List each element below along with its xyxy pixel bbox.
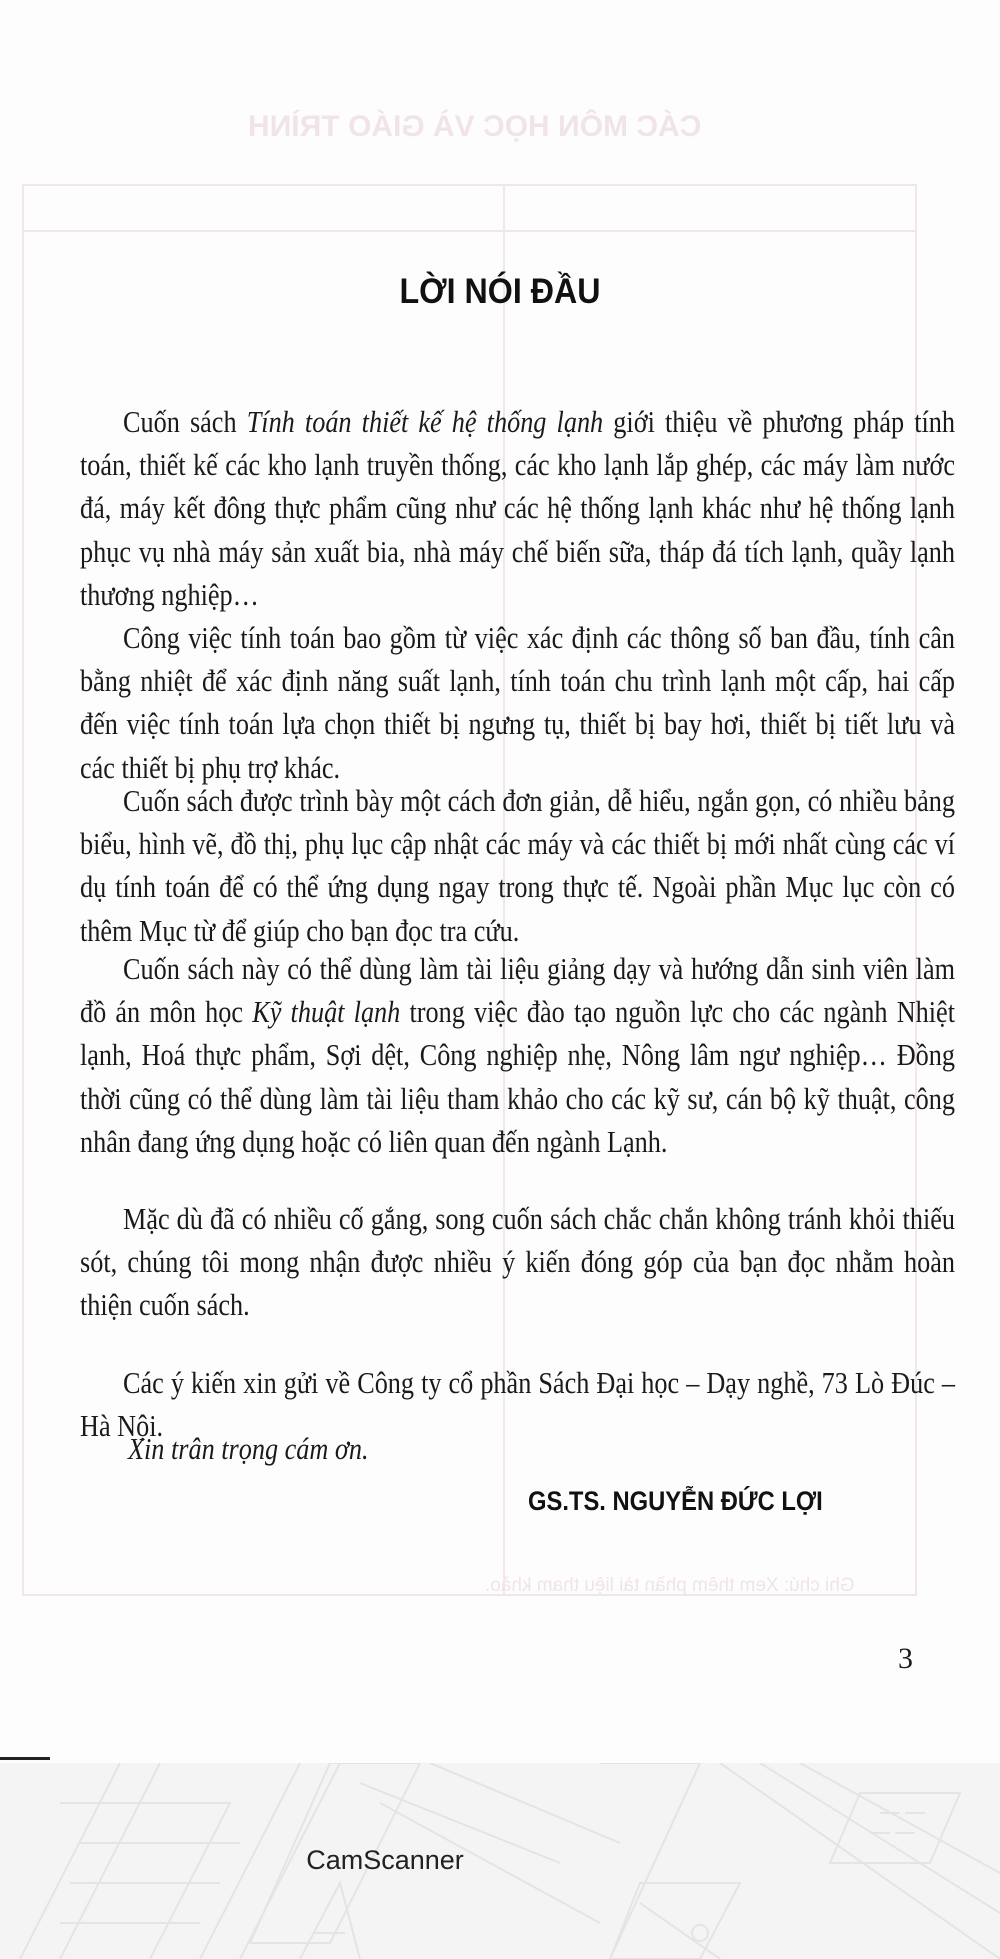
paragraph (80, 948, 955, 1164)
bleed-through-table-line (22, 184, 917, 186)
paragraph-text: Mặc dù đã có nhiều cố gắng, song cuốn sách chắc chắn không tránh khỏi thiếu sót, chúng tôi mong nhận được nhiều ý kiến đóng góp của bạn đọc nhằm hoàn thiện cuốn sách. (80, 1202, 955, 1323)
closing-thanks: Xin trân trọng cám ơn. (128, 1432, 369, 1466)
paragraph-text: Cuốn sách được trình bày một cách đơn giản, dễ hiểu, ngắn gọn, có nhiều bảng biểu, hình vẽ, đồ thị, phụ lục cập nhật các máy và các thiết bị mới nhất cùng các ví dụ tính toán để có thể ứng dụng ngay trong thực tế. Ngoài phần Mục lục còn có thêm Mục từ để giúp cho bạn đọc tra cứu. (80, 784, 955, 948)
bleed-through-table-line (22, 1594, 917, 1596)
paragraph-text: giới thiệu về phương pháp tính toán, thiết kế các kho lạnh truyền thống, các kho lạnh lắp ghép, các máy làm nước đá, máy kết đông thực phẩm cũng như các hệ thống lạnh khác như hệ thống lạnh phục vụ nhà máy sản xuất bia, nhà máy chế biến sữa, tháp đá tích lạnh, quầy lạnh thương nghiệp… (80, 405, 956, 612)
scanner-footer (0, 1763, 1000, 1959)
paragraph (80, 780, 955, 953)
paragraph-text: trong việc đào tạo nguồn lực cho các ngành Nhiệt lạnh, Hoá thực phẩm, Sợi dệt, Công nghiệp nhẹ, Nông lâm ngư nghiệp… Đồng thời cũng có thể dùng làm tài liệu tham khảo cho các kỹ sư, cán bộ kỹ thuật, công nhân đang ứng dụng hoặc có liên quan đến ngành Lạnh. (80, 995, 955, 1159)
paragraph (80, 617, 955, 790)
camscanner-brand: CamScanner (306, 1845, 464, 1875)
paragraph (80, 1198, 955, 1328)
paragraph (80, 401, 955, 617)
paragraph-text: Công việc tính toán bao gồm từ việc xác định các thông số ban đầu, tính cân bằng nhiệt để xác định năng suất lạnh, tính toán chu trình lạnh một cấp, hai cấp đến việc tính toán lựa chọn thiết bị ngưng tụ, thiết bị bay hơi, thiết bị tiết lưu và các thiết bị phụ trợ khác. (80, 621, 955, 785)
paragraph-text: Các ý kiến xin gửi về Công ty cổ phần Sách Đại học – Dạy nghề, 73 Lò Đúc – Hà Nội. (80, 1366, 955, 1444)
italic-title: Tính toán thiết kế hệ thống lạnh (246, 405, 604, 439)
italic-title: Kỹ thuật lạnh (252, 995, 401, 1030)
page-title: LỜI NÓI ĐẦU (399, 272, 601, 311)
bleed-through-table-line (22, 230, 917, 232)
page-number: 3 (898, 1642, 913, 1675)
bleed-through-table-line (22, 184, 24, 1594)
paragraph-text: Cuốn sách này có thể dùng làm tài liệu giảng dạy và hướng dẫn sinh viên làm đồ án môn học (80, 952, 955, 1030)
bleed-through-note: Ghi chú: Xem thêm phần tài liệu tham khảo. (485, 1575, 855, 1596)
bleed-through-heading: CÁC MÔN HỌC VÀ GIÁO TRÌNH (248, 110, 702, 143)
author-signature: GS.TS. NGUYỄN ĐỨC LỢI (528, 1486, 823, 1516)
page-edge-shadow (0, 1757, 50, 1760)
paragraph-text: Cuốn sách (123, 405, 247, 439)
